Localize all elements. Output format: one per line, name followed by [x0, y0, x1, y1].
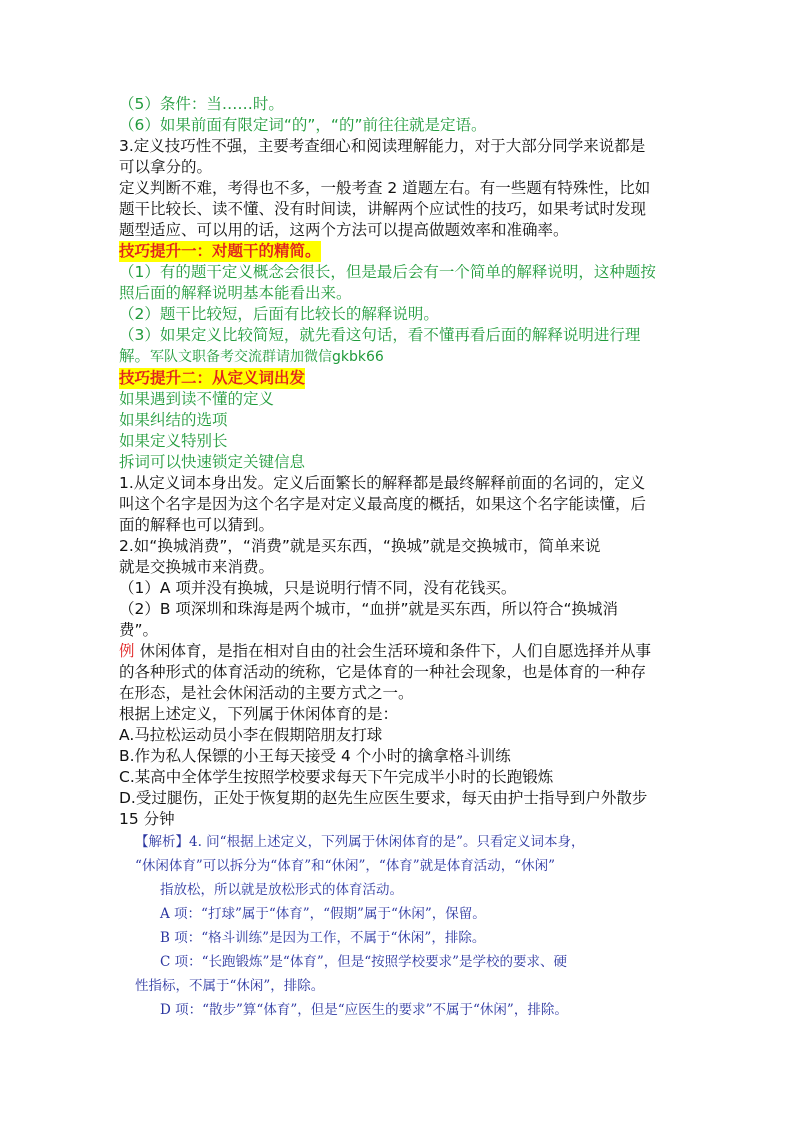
- text-line: 叫这个名字是因为这个名字是对定义最高度的概括，如果这个名字能读懂，后: [119, 495, 647, 513]
- analysis-option-c: C 项：“长跑锻炼”是“体育”，但是“按照学校要求”是学校的要求、硬: [160, 954, 568, 970]
- analysis-line: 【解析】4. 问“根据上述定义，下列属于休闲体育的是”。只看定义词本身，: [135, 834, 585, 850]
- condition-line: （5）条件：当……时。: [119, 95, 284, 113]
- text-line: 2.如“换城消费”，“消费”就是买东西，“换城”就是交换城市，简单来说: [119, 537, 601, 555]
- option-d: D.受过腿伤，正处于恢复期的赵先生应医生要求，每天由护士指导到户外散步: [119, 789, 648, 807]
- analysis-option-b: B 项：“格斗训练”是因为工作，不属于“休闲”，排除。: [160, 930, 486, 946]
- question-stem-line: 的各种形式的体育活动的统称，它是体育的一种社会现象，也是体育的一种存: [119, 663, 647, 681]
- tip-line: 拆词可以快速锁定关键信息: [119, 453, 306, 471]
- analysis-line: 指放松，所以就是放松形式的体育活动。: [160, 882, 403, 898]
- text-line: 3.定义技巧性不强，主要考查细心和阅读理解能力，对于大部分同学来说都是: [119, 137, 646, 155]
- tip-line: 如果遇到读不懂的定义: [119, 390, 275, 408]
- question-stem-line: 在形态，是社会休闲活动的主要方式之一。: [119, 684, 414, 702]
- text-line: 题型适应、可以用的话，这两个方法可以提高做题效率和准确率。: [119, 221, 569, 239]
- option-c: C.某高中全体学生按照学校要求每天下午完成半小时的长跑锻炼: [119, 768, 554, 786]
- example-label: 例: [119, 642, 135, 660]
- tip-line: 解。: [119, 347, 151, 365]
- analysis-line: 性指标，不属于“休闲”，排除。: [135, 978, 325, 994]
- tip-line: （1）有的题干定义概念会很长，但是最后会有一个简单的解释说明，这种题按: [119, 263, 656, 281]
- wechat-group-note: 军队文职备考交流群请加微信gkbk66: [150, 349, 384, 365]
- text-line: 1.从定义词本身出发。定义后面繁长的解释都是最终解释前面的名词的，定义: [119, 474, 646, 492]
- analysis-option-d: D 项：“散步”算“体育”，但是“应医生的要求”不属于“休闲”，排除。: [160, 1002, 568, 1018]
- text-line: 就是交换城市来消费。: [119, 558, 275, 576]
- tip-line: 如果定义特别长: [119, 432, 228, 450]
- tip-line: 如果纠结的选项: [119, 411, 228, 429]
- text-line: 可以拿分的。: [119, 158, 213, 176]
- text-line: （1）A 项并没有换城，只是说明行情不同，没有花钱买。: [119, 579, 517, 597]
- tip-line: 照后面的解释说明基本能看出来。: [119, 284, 352, 302]
- text-line: （2）B 项深圳和珠海是两个城市，“血拼”就是买东西，所以符合“换城消: [119, 600, 619, 618]
- text-line: 面的解释也可以猜到。: [119, 516, 275, 534]
- tip-heading-one: 技巧提升一：对题干的精简。: [119, 242, 321, 260]
- question-stem: 休闲体育，是指在相对自由的社会生活环境和条件下，人们自愿选择并从事: [134, 642, 651, 660]
- question-prompt: 根据上述定义，下列属于休闲体育的是：: [119, 705, 399, 723]
- attributive-line: （6）如果前面有限定词“的”，“的”前往往就是定语。: [119, 116, 487, 134]
- document-body: [119, 94, 684, 830]
- analysis-line: “休闲体育”可以拆分为“体育”和“休闲”，“体育”就是体育活动，“休闲”: [135, 858, 556, 874]
- option-d-continued: 15 分钟: [119, 810, 175, 828]
- option-b: B.作为私人保镖的小王每天接受 4 个小时的擒拿格斗训练: [119, 747, 511, 765]
- analysis-option-a: A 项：“打球”属于“体育”，“假期”属于“休闲”，保留。: [160, 906, 486, 922]
- tip-line: （2）题干比较短，后面有比较长的解释说明。: [119, 305, 439, 323]
- text-line: 费”。: [119, 621, 159, 639]
- text-line: 题干比较长、读不懂、没有时间读，讲解两个应试性的技巧，如果考试时发现: [119, 200, 647, 218]
- option-a: A.马拉松运动员小李在假期陪朋友打球: [119, 726, 383, 744]
- text-line: 定义判断不难，考得也不多，一般考查 2 道题左右。有一些题有特殊性，比如: [119, 179, 651, 197]
- tip-line: （3）如果定义比较简短，就先看这句话，看不懂再看后面的解释说明进行理: [119, 326, 641, 344]
- tip-heading-two: 技巧提升二：从定义词出发: [119, 369, 306, 387]
- analysis-block: [135, 830, 675, 1022]
